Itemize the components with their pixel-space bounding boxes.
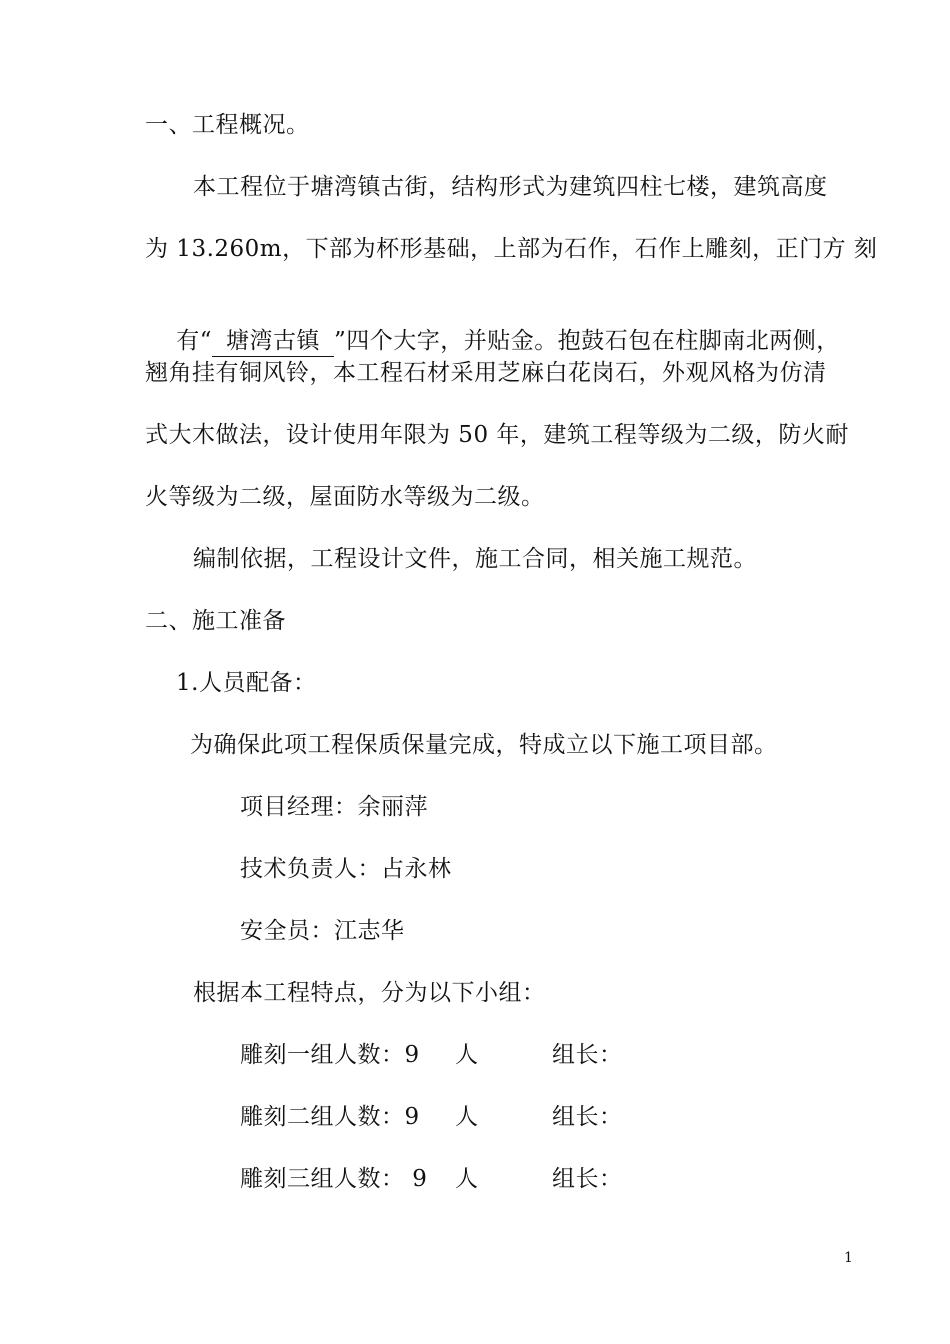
paragraph-line: 翘角挂有铜风铃，本工程石材采用芝麻白花岗石，外观风格为仿清 bbox=[145, 360, 827, 386]
paragraph-line: 式大木做法，设计使用年限为 50 年，建筑工程等级为二级，防火耐 bbox=[145, 422, 849, 448]
group-count: 雕刻二组人数：9 bbox=[240, 1104, 420, 1130]
paragraph: 为确保此项工程保质保量完成，特成立以下施工项目部。 bbox=[190, 732, 778, 758]
paragraph-line: 为 13.260m，下部为杯形基础，上部为石作，石作上雕刻，正门方 刻 bbox=[145, 236, 878, 262]
paragraph: 根据本工程特点，分为以下小组： bbox=[193, 980, 546, 1006]
page-number: 1 bbox=[844, 1250, 853, 1266]
paragraph-line: 火等级为二级，屋面防水等级为二级。 bbox=[145, 484, 545, 510]
group-count: 雕刻一组人数：9 bbox=[240, 1042, 420, 1068]
staff-item: 安全员：江志华 bbox=[240, 918, 405, 944]
section-heading-1: 一、工程概况。 bbox=[145, 112, 310, 138]
underlined-town-name: 塘湾古镇 bbox=[212, 328, 334, 357]
text-fragment: ”四个大字，并贴金。抱鼓石包在柱脚南北两侧， bbox=[334, 328, 840, 354]
group-leader: 组长： bbox=[552, 1104, 623, 1130]
group-unit: 人 bbox=[455, 1166, 479, 1192]
group-unit: 人 bbox=[455, 1042, 479, 1068]
group-leader: 组长： bbox=[552, 1166, 623, 1192]
staff-item: 项目经理：余丽萍 bbox=[240, 794, 428, 820]
section-heading-2: 二、施工准备 bbox=[145, 608, 286, 634]
subsection-heading: 1.人员配备： bbox=[176, 670, 317, 696]
paragraph: 编制依据，工程设计文件，施工合同，相关施工规范。 bbox=[193, 546, 757, 572]
staff-item: 技术负责人：占永林 bbox=[240, 856, 452, 882]
text-fragment: 有“ bbox=[176, 328, 213, 354]
group-count: 雕刻三组人数： 9 bbox=[240, 1166, 428, 1192]
paragraph-line: 本工程位于塘湾镇古街，结构形式为建筑四柱七楼，建筑高度 bbox=[193, 174, 828, 200]
group-leader: 组长： bbox=[552, 1042, 623, 1068]
group-unit: 人 bbox=[455, 1104, 479, 1130]
